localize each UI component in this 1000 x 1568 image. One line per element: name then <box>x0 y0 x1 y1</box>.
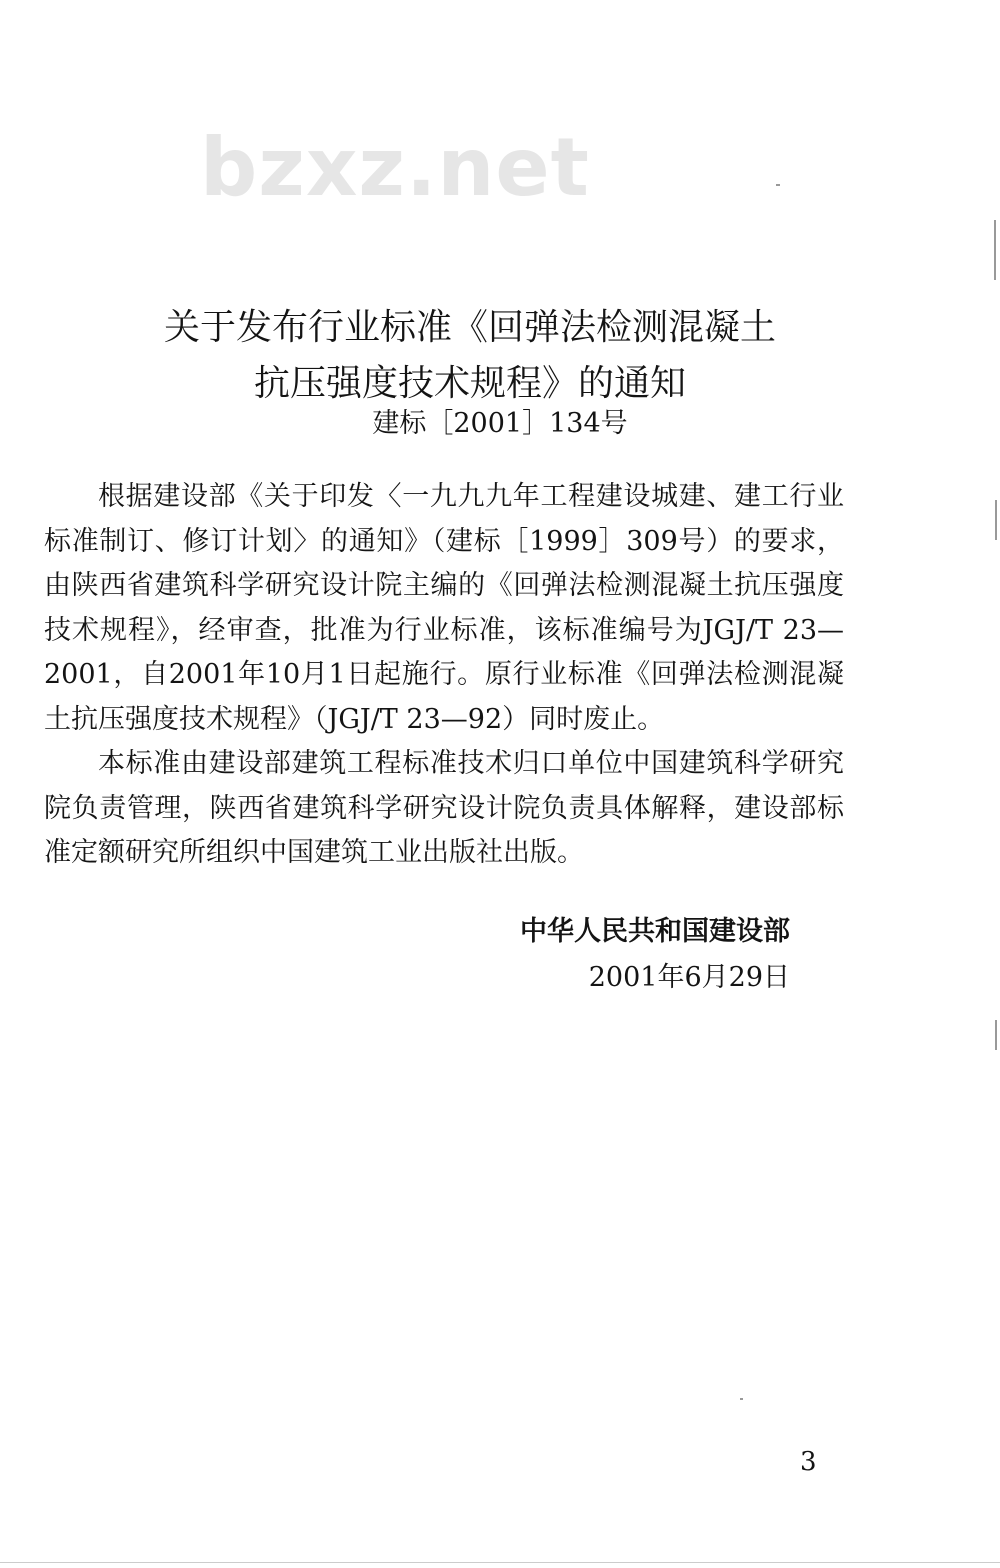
document-number: 建标［2001］134号 <box>372 408 628 439</box>
scan-edge-mark <box>995 500 997 540</box>
paragraph-1: 根据建设部《关于印发〈一九九九年工程建设城建、建工行业标准制订、修订计划〉的通知》（建标［1999］309号）的要求，由陕西省建筑科学研究设计院主编的《回弹法检测混凝土抗压强度技术规程》，经审查，批准为行业标准，该标准编号为JGJ/T 23—2001，自2001年10月1日起施行。原行业标准《回弹法检测混凝土抗压强度技术规程》（JGJ/T 23—92）同时废止。 <box>44 481 844 735</box>
page-number: 3 <box>800 1447 817 1477</box>
scan-speck <box>776 184 780 186</box>
watermark: bzxz.net <box>200 121 590 214</box>
paragraph-2: 本标准由建设部建筑工程标准技术归口单位中国建筑科学研究院负责管理，陕西省建筑科学研究设计院负责具体解释，建设部标准定额研究所组织中国建筑工业出版社出版。 <box>44 748 844 868</box>
scan-edge-mark <box>994 220 996 280</box>
notice-body <box>44 475 844 876</box>
scan-speck <box>740 1398 743 1400</box>
scan-edge-mark <box>995 1020 997 1050</box>
title-line-2: 抗压强度技术规程》的通知 <box>253 363 686 404</box>
title-line-1: 关于发布行业标准《回弹法检测混凝土 <box>163 307 776 348</box>
notice-title <box>0 300 1000 412</box>
scan-edge-mark <box>0 1562 1000 1563</box>
issue-date: 2001年6月29日 <box>588 962 790 993</box>
issuing-organization: 中华人民共和国建设部 <box>520 916 790 947</box>
signature-block <box>520 910 790 1000</box>
